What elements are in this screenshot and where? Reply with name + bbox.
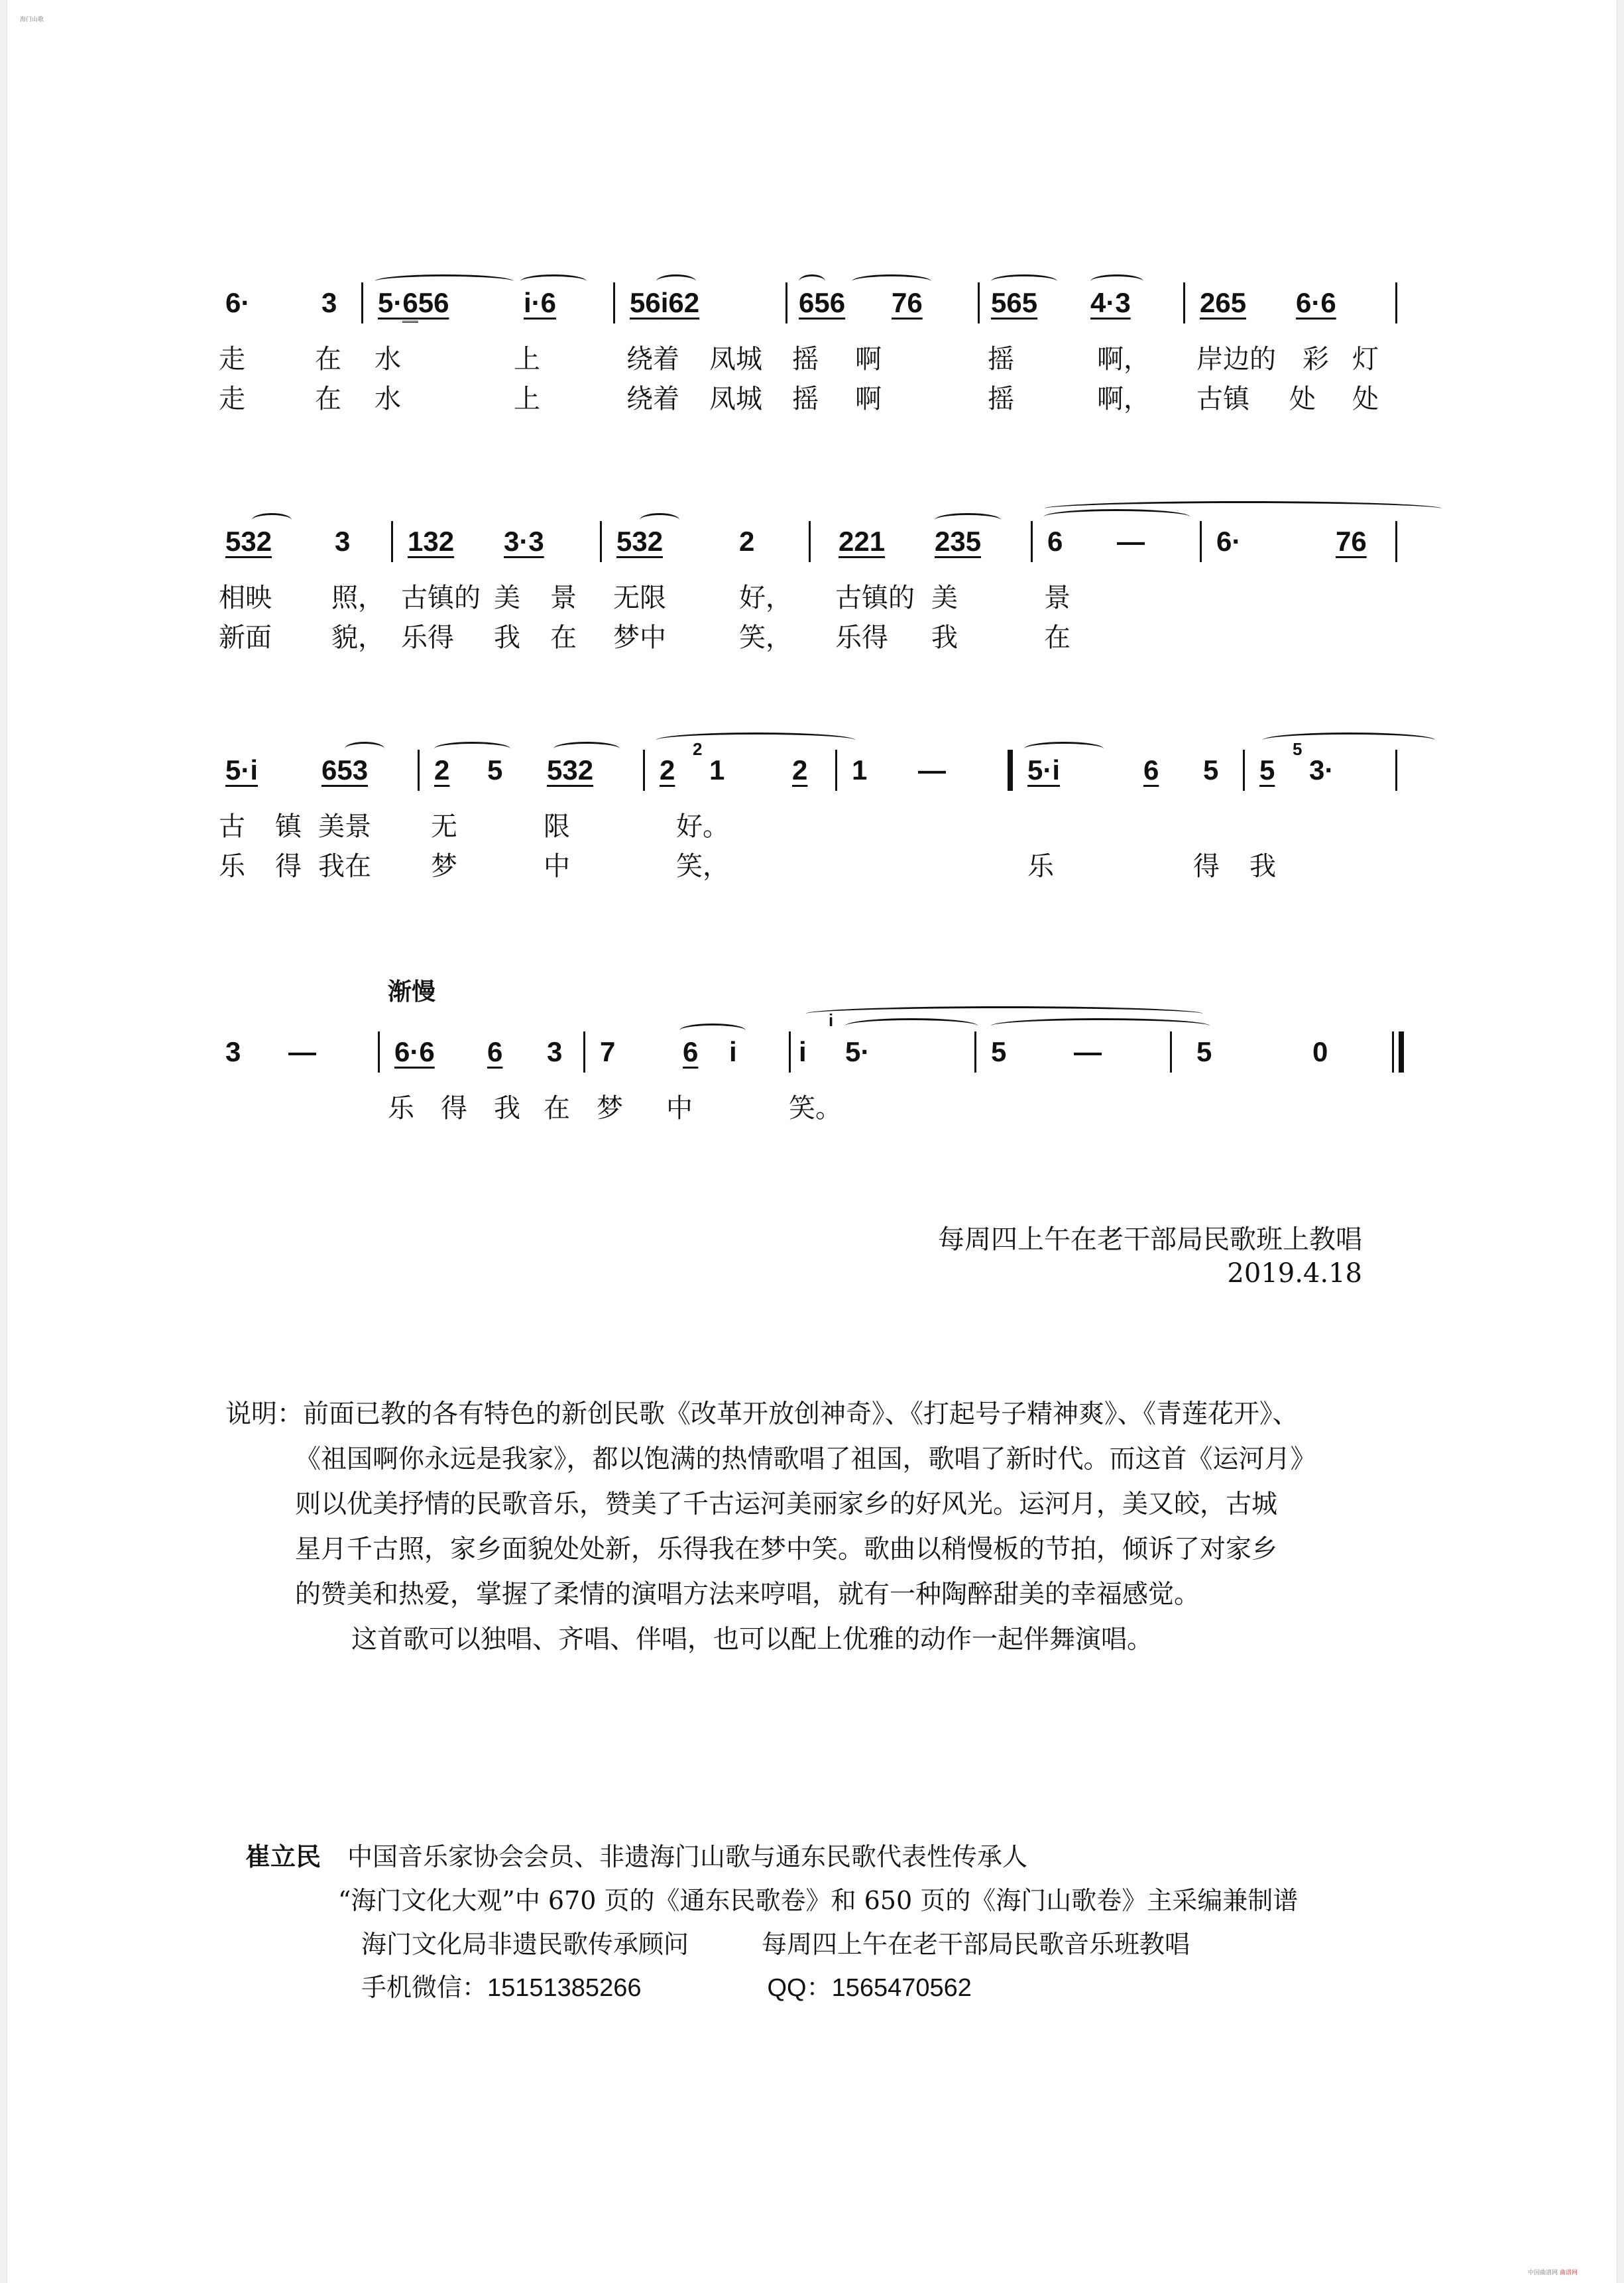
notation-row: 3 — 6·6 6 3 7 6 i i i 5· 5 — 5 0 xyxy=(215,1014,1409,1087)
author-contact: 手机微信：15151385266 QQ：1565470562 xyxy=(361,1974,972,2002)
page-right-edge xyxy=(1617,0,1624,2283)
author-line: “海门文化大观”中 670 页的《通东民歌卷》和 650 页的《海门山歌卷》主采编兼制谱 xyxy=(338,1886,1299,1915)
lyrics-verse-1: 乐 得 我 在 梦 中 笑。 xyxy=(388,1093,842,1124)
bottom-watermark: 中国曲谱网 曲谱网 xyxy=(1528,2270,1578,2276)
tempo-marking: 渐慢 xyxy=(388,978,436,1006)
lyrics-verse-1: 相映 照， 古镇的 美 景 无限 好， 古镇的 美 景 xyxy=(219,583,1071,613)
author-info: 崔立民 中国音乐家协会会员、非遗海门山歌与通东民歌代表性传承人 “海门文化大观”中 670 页的《通东民歌卷》和 650 页的《海门山歌卷》主采编兼制谱 海门文化局非遗民歌传承顾问 每周四上午在老干部局民歌音乐班教唱 手机微信：15151385266 QQ：1565470562 xyxy=(245,1835,1298,2010)
score-line-3 xyxy=(215,732,1409,885)
notation-row: 532 3 132 3·3 532 2 221 235 6 — 6· 76 xyxy=(215,504,1409,577)
notation-row: 5·i 653 2 5 532 2 2 1 2 1 — 5·i 6 5 5 5 3· xyxy=(215,732,1409,805)
score-line-2 xyxy=(215,504,1409,656)
lyrics-verse-1: 古 镇 美景 无 限 好。 xyxy=(219,811,729,842)
explanation xyxy=(225,1392,1392,1663)
lyrics-verse-1: 走 在 水 上 绕着 凤城 摇 啊 摇 啊， 岸边的 彩 灯 xyxy=(219,344,1379,375)
author-name: 崔立民 xyxy=(245,1842,321,1871)
top-watermark: 海门山歌 xyxy=(20,17,44,23)
explanation-line: 这首歌可以独唱、齐唱、伴唱，也可以配上优雅的动作一起伴舞演唱。 xyxy=(351,1625,1153,1655)
lyrics-verse-2: 新面 貌， 乐得 我 在 梦中 笑， 乐得 我 在 xyxy=(219,622,1071,653)
signature-date: 2019.4.18 xyxy=(1227,1258,1362,1289)
lyrics-verse-2: 乐 得 我在 梦 中 笑， 乐 得 我 xyxy=(219,851,1276,882)
page-left-edge xyxy=(0,0,7,2283)
score-line-4 xyxy=(215,1010,1409,1127)
explanation-line: 《祖国啊你永远是我家》，都以饱满的热情歌唱了祖国，歌唱了新时代。而这首《运河月》 xyxy=(295,1444,1316,1474)
explanation-line: 说明：前面已教的各有特色的新创民歌《改革开放创神奇》、《打起号子精神爽》、《青莲花开》、 xyxy=(225,1399,1299,1429)
signature-note: 每周四上午在老干部局民歌班上教唱 xyxy=(938,1224,1362,1255)
score-line-1 xyxy=(215,265,1409,418)
explanation-line: 的赞美和热爱，掌握了柔情的演唱方法来哼唱，就有一种陶醉甜美的幸福感觉。 xyxy=(295,1580,1200,1610)
explanation-line: 则以优美抒情的民歌音乐，赞美了千古运河美丽家乡的好风光。运河月，美又皎，古城 xyxy=(295,1490,1278,1519)
notation-row: 6· 3 5·656 i·6 56i62 656 76 565 4·3 265 6·6 xyxy=(215,265,1409,338)
explanation-line: 星月千古照，家乡面貌处处新，乐得我在梦中笑。歌曲以稍慢板的节拍，倾诉了对家乡 xyxy=(295,1535,1278,1564)
lyrics-verse-2: 走 在 水 上 绕着 凤城 摇 啊 摇 啊， 古镇 处 处 xyxy=(219,384,1379,414)
author-line: 海门文化局非遗民歌传承顾问 每周四上午在老干部局民歌音乐班教唱 xyxy=(361,1930,1190,1959)
